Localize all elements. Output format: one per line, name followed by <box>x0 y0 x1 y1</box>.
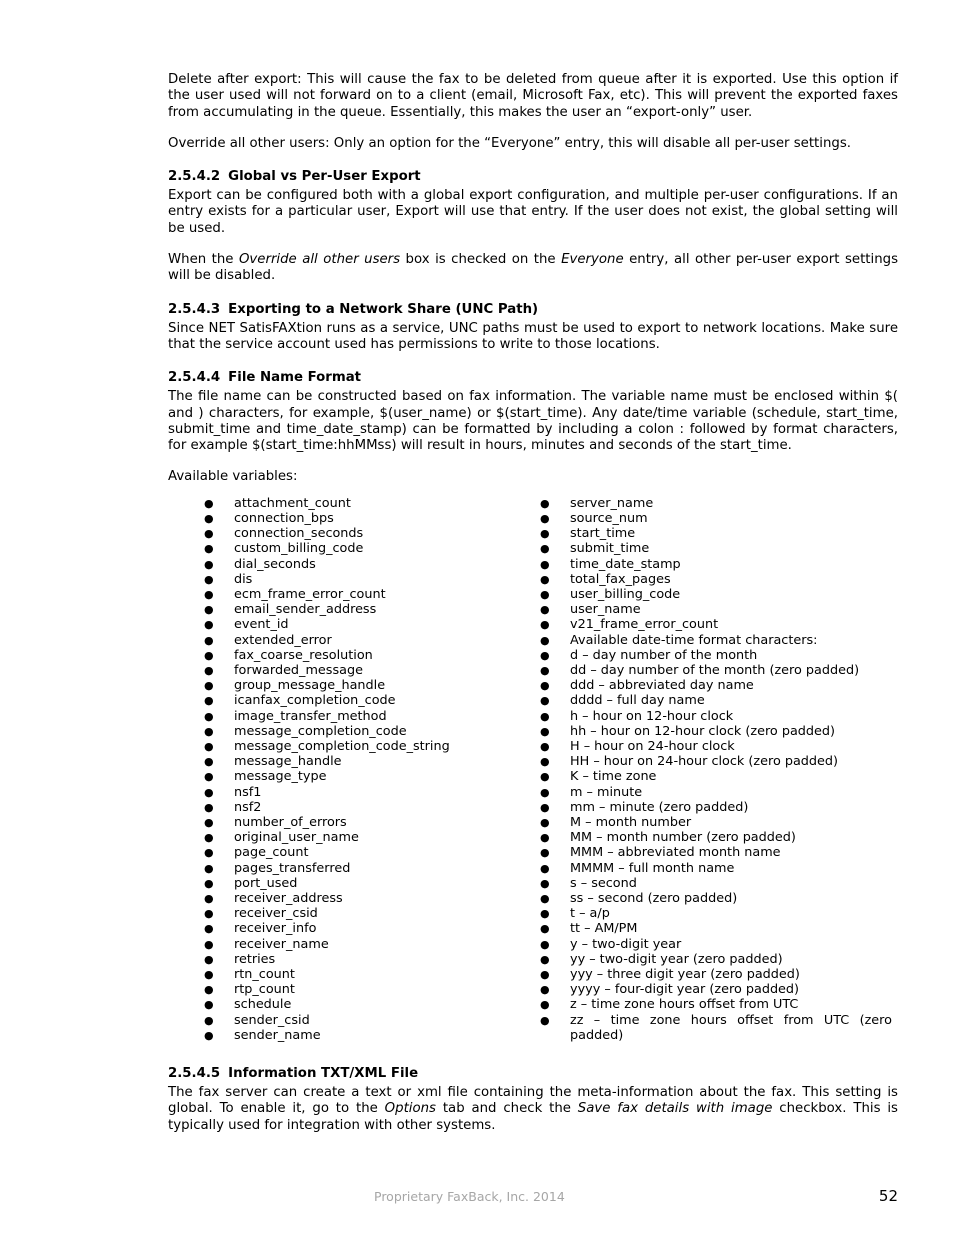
bullet-icon: ● <box>540 694 550 708</box>
bullet-icon: ● <box>540 785 550 799</box>
bullet-icon: ● <box>204 740 214 753</box>
variable-name: extended_error <box>234 632 332 648</box>
bullet-icon: ● <box>204 816 214 830</box>
bullet-icon: ● <box>204 937 214 951</box>
available-variables-label: Available variables: <box>168 469 298 485</box>
list-item <box>504 967 898 982</box>
list-item <box>168 861 504 876</box>
bullet-icon: ● <box>204 633 214 647</box>
variable-name: ss – second (zero padded) <box>570 891 738 907</box>
list-item <box>168 800 504 815</box>
variable-name: M – month number <box>570 815 692 831</box>
section-heading-global-vs-per-user <box>168 169 898 185</box>
list-item <box>168 724 504 739</box>
list-item <box>168 617 504 632</box>
bullet-icon: ● <box>204 587 214 601</box>
variable-name: receiver_csid <box>234 906 318 922</box>
list-item <box>504 739 898 754</box>
variable-name: dial_seconds <box>234 556 316 572</box>
override-all-users-paragraph: When the Override all other users box is checked on the Everyone entry, all other per-user export settings will be disabled. <box>168 252 898 284</box>
variable-name: m – minute <box>570 784 643 800</box>
list-item <box>504 785 898 800</box>
bullet-icon: ● <box>204 785 214 799</box>
bullet-icon: ● <box>540 968 550 982</box>
variable-name: message_handle <box>234 754 342 770</box>
list-item <box>168 557 504 572</box>
list-item <box>168 952 504 967</box>
bullet-icon: ● <box>204 618 214 632</box>
list-item <box>168 769 504 784</box>
variable-name: receiver_name <box>234 936 329 952</box>
bullet-icon: ● <box>204 831 214 845</box>
bullet-icon: ● <box>540 496 550 510</box>
list-item <box>504 572 898 587</box>
list-item <box>504 693 898 708</box>
bullet-icon: ● <box>204 557 214 571</box>
bullet-icon: ● <box>204 724 214 738</box>
list-item <box>504 541 898 556</box>
variable-name: server_name <box>570 495 654 511</box>
bullet-icon: ● <box>540 998 550 1012</box>
list-item <box>168 815 504 830</box>
bullet-icon: ● <box>540 892 550 906</box>
list-item <box>168 602 504 617</box>
list-item <box>504 891 898 906</box>
variable-name: port_used <box>234 875 298 891</box>
bullet-icon: ● <box>204 952 214 966</box>
list-item <box>504 587 898 602</box>
bullet-icon: ● <box>204 663 214 677</box>
variable-name: total_fax_pages <box>570 571 671 587</box>
variable-name: tt – AM/PM <box>570 921 638 937</box>
list-item <box>504 602 898 617</box>
list-item <box>504 678 898 693</box>
variable-name: start_time <box>570 526 636 542</box>
bullet-icon: ● <box>540 511 550 525</box>
variable-name: user_name <box>570 602 641 618</box>
section-title: Information TXT/XML File <box>228 1066 419 1082</box>
bullet-icon: ● <box>204 1013 214 1027</box>
bullet-icon: ● <box>540 983 550 997</box>
variable-name: original_user_name <box>234 830 359 846</box>
bullet-icon: ● <box>540 907 550 921</box>
bullet-icon: ● <box>204 983 214 997</box>
variable-name: t – a/p <box>570 906 610 922</box>
variable-name: group_message_handle <box>234 678 386 694</box>
list-item <box>168 663 504 678</box>
bullet-icon: ● <box>540 816 550 830</box>
variable-name: v21_frame_error_count <box>570 617 719 633</box>
list-item <box>168 511 504 526</box>
bullet-icon: ● <box>540 557 550 571</box>
section-number: 2.5.4.3 <box>168 301 221 317</box>
bullet-icon: ● <box>540 800 550 814</box>
list-item <box>504 557 898 572</box>
list-item <box>168 709 504 724</box>
variable-name: forwarded_message <box>234 662 363 678</box>
bullet-icon: ● <box>204 755 214 769</box>
variable-name: d – day number of the month <box>570 647 758 663</box>
bullet-icon: ● <box>540 861 550 875</box>
bullet-icon: ● <box>540 724 550 738</box>
list-item <box>504 648 898 663</box>
variable-name: receiver_info <box>234 921 317 937</box>
variable-name: message_type <box>234 769 327 785</box>
list-item <box>168 891 504 906</box>
variable-name: connection_bps <box>234 510 334 526</box>
variable-name: yyyy – four-digit year (zero padded) <box>570 982 800 998</box>
variable-name: email_sender_address <box>234 602 377 618</box>
bullet-icon: ● <box>540 740 550 753</box>
list-item <box>168 693 504 708</box>
list-item <box>504 921 898 936</box>
bullet-icon: ● <box>540 709 550 723</box>
bullet-icon: ● <box>540 952 550 966</box>
bullet-icon: ● <box>204 770 214 784</box>
bullet-icon: ● <box>204 527 214 541</box>
list-item <box>168 496 504 511</box>
variable-name: image_transfer_method <box>234 708 387 724</box>
variable-name: ecm_frame_error_count <box>234 586 386 602</box>
section-heading-network-share <box>168 302 898 318</box>
list-item <box>168 648 504 663</box>
bullet-icon: ● <box>204 800 214 814</box>
bullet-icon: ● <box>204 892 214 906</box>
bullet-icon: ● <box>204 968 214 982</box>
list-item <box>504 997 898 1012</box>
bullet-icon: ● <box>204 922 214 936</box>
list-item <box>504 952 898 967</box>
section-number: 2.5.4.5 <box>168 1066 221 1082</box>
bullet-icon: ● <box>204 572 214 586</box>
list-item <box>504 906 898 921</box>
bullet-icon: ● <box>204 603 214 617</box>
bullet-icon: ● <box>540 663 550 677</box>
variable-name: MMMM – full month name <box>570 860 735 876</box>
variable-name: number_of_errors <box>234 815 347 831</box>
variables-list-left <box>168 496 504 1043</box>
list-item <box>504 830 898 845</box>
list-item <box>504 496 898 511</box>
bullet-icon: ● <box>540 679 550 693</box>
variable-name: nsf2 <box>234 799 262 815</box>
variable-name: z – time zone hours offset from UTC <box>570 997 799 1013</box>
list-item <box>504 845 898 860</box>
list-item <box>504 511 898 526</box>
bullet-icon: ● <box>540 755 550 769</box>
variable-name: hh – hour on 12-hour clock (zero padded) <box>570 723 836 739</box>
list-item <box>168 876 504 891</box>
list-item <box>168 982 504 997</box>
variable-name: page_count <box>234 845 309 861</box>
bullet-icon: ● <box>204 876 214 890</box>
variable-name: rtn_count <box>234 967 295 983</box>
section-title: Exporting to a Network Share (UNC Path) <box>228 301 539 317</box>
variable-name: Available date-time format characters: <box>570 632 818 648</box>
variable-name: ddd – abbreviated day name <box>570 678 754 694</box>
variable-name: retries <box>234 951 276 967</box>
variable-name: s – second <box>570 875 637 891</box>
list-item <box>168 1013 504 1028</box>
list-item <box>168 785 504 800</box>
section-heading-info-file <box>168 1066 898 1082</box>
page-footer <box>0 1187 954 1207</box>
list-item <box>168 906 504 921</box>
variable-name: dddd – full day name <box>570 693 705 709</box>
section-title: File Name Format <box>228 370 362 386</box>
bullet-icon: ● <box>540 618 550 632</box>
list-item <box>504 815 898 830</box>
list-item <box>168 526 504 541</box>
bullet-icon: ● <box>540 846 550 860</box>
page-number: 52 <box>878 1187 898 1205</box>
bullet-icon: ● <box>540 633 550 647</box>
bullet-icon: ● <box>204 846 214 860</box>
file-name-format-paragraph: The file name can be constructed based on fax information. The variable name must be enclosed within $( and ) characters, for example, $(user_name) or $(start_time). Any date/time variable (schedule, start_time, submit_time and time_date_stamp) can be formatted by including a colon : followed by format characters, for example $(start_time:hhMMss) will result in hours, minutes and seconds of the start_time. <box>168 389 898 454</box>
footer-copyright: Proprietary FaxBack, Inc. 2014 <box>374 1189 565 1204</box>
list-item <box>504 754 898 769</box>
variable-name: HH – hour on 24-hour clock (zero padded) <box>570 754 839 770</box>
list-item <box>504 663 898 678</box>
variable-name: message_completion_code <box>234 723 407 739</box>
list-item <box>504 526 898 541</box>
variable-name: sender_name <box>234 1027 321 1043</box>
bullet-icon: ● <box>204 648 214 662</box>
override-users-paragraph: Override all other users: Only an option for the “Everyone” entry, this will disable all per-user settings. <box>168 135 851 151</box>
variable-name: K – time zone <box>570 769 657 785</box>
list-item <box>504 709 898 724</box>
bullet-icon: ● <box>540 572 550 586</box>
list-item <box>168 967 504 982</box>
variable-name: zz – time zone hours offset from UTC (zero padded) <box>570 1012 892 1043</box>
variable-name: mm – minute (zero padded) <box>570 799 749 815</box>
bullet-icon: ● <box>204 998 214 1012</box>
list-item <box>168 1028 504 1043</box>
variable-name: submit_time <box>570 541 650 557</box>
variable-name: time_date_stamp <box>570 556 681 572</box>
list-item <box>168 937 504 952</box>
list-item <box>168 739 504 754</box>
variable-name: dd – day number of the month (zero padded) <box>570 662 860 678</box>
variable-name: schedule <box>234 997 292 1013</box>
variable-name: source_num <box>570 510 648 526</box>
bullet-icon: ● <box>540 770 550 784</box>
section-heading-file-name-format <box>168 370 898 386</box>
variable-name: event_id <box>234 617 289 633</box>
variable-name: yyy – three digit year (zero padded) <box>570 967 800 983</box>
bullet-icon: ● <box>540 922 550 936</box>
variable-name: message_completion_code_string <box>234 739 450 754</box>
list-item <box>168 997 504 1012</box>
variable-name: H – hour on 24-hour clock <box>570 739 735 754</box>
variable-name: MM – month number (zero padded) <box>570 830 796 846</box>
variable-name: h – hour on 12-hour clock <box>570 708 734 724</box>
bullet-icon: ● <box>540 1013 550 1027</box>
variables-columns <box>168 496 898 1043</box>
variable-name: user_billing_code <box>570 586 681 602</box>
variable-name: attachment_count <box>234 495 351 511</box>
bullet-icon: ● <box>204 861 214 875</box>
section-number: 2.5.4.4 <box>168 370 221 386</box>
variable-name: rtp_count <box>234 982 295 998</box>
variable-name: pages_transferred <box>234 860 351 876</box>
list-item <box>504 861 898 876</box>
document-page <box>168 72 898 1134</box>
bullet-icon: ● <box>204 907 214 921</box>
list-item <box>168 572 504 587</box>
variable-name: sender_csid <box>234 1012 310 1028</box>
list-item <box>504 617 898 632</box>
variable-name: receiver_address <box>234 891 343 907</box>
global-export-paragraph: Export can be configured both with a global export configuration, and multiple per-user configurations. If an entry exists for a particular user, Export will use that entry. If the user does not exist, the global setting will be used. <box>168 188 898 236</box>
list-item <box>504 937 898 952</box>
list-item <box>168 678 504 693</box>
bullet-icon: ● <box>204 1028 214 1042</box>
list-item <box>504 1013 898 1043</box>
bullet-icon: ● <box>204 679 214 693</box>
delete-after-export-paragraph: Delete after export: This will cause the fax to be deleted from queue after it is exported. Use this option if the user used will not forward on to a client (email, Microsoft Fax, etc). This will prevent the exported faxes from accumulating in the queue. Essentially, this makes the user an “export-only” user. <box>168 72 898 120</box>
bullet-icon: ● <box>540 527 550 541</box>
variable-name: connection_seconds <box>234 526 364 542</box>
variable-name: dis <box>234 571 253 587</box>
list-item <box>168 541 504 556</box>
variable-name: nsf1 <box>234 784 262 800</box>
bullet-icon: ● <box>204 709 214 723</box>
list-item <box>168 845 504 860</box>
variables-list-right <box>504 496 898 1043</box>
list-item <box>504 800 898 815</box>
list-item <box>168 754 504 769</box>
bullet-icon: ● <box>540 648 550 662</box>
list-item <box>504 769 898 784</box>
unc-path-paragraph: Since NET SatisFAXtion runs as a service, UNC paths must be used to export to network locations. Make sure that the service account used has permissions to write to those locations. <box>168 320 898 352</box>
bullet-icon: ● <box>204 694 214 708</box>
bullet-icon: ● <box>540 542 550 556</box>
bullet-icon: ● <box>204 496 214 510</box>
variable-name: icanfax_completion_code <box>234 693 396 709</box>
bullet-icon: ● <box>204 542 214 556</box>
list-item <box>168 830 504 845</box>
list-item <box>504 876 898 891</box>
variable-name: y – two-digit year <box>570 936 682 952</box>
variable-name: MMM – abbreviated month name <box>570 845 781 861</box>
list-item <box>504 982 898 997</box>
bullet-icon: ● <box>540 603 550 617</box>
section-title: Global vs Per-User Export <box>228 169 421 185</box>
list-item <box>504 633 898 648</box>
bullet-icon: ● <box>540 876 550 890</box>
bullet-icon: ● <box>540 937 550 951</box>
bullet-icon: ● <box>540 587 550 601</box>
variable-name: fax_coarse_resolution <box>234 647 373 663</box>
list-item <box>168 587 504 602</box>
bullet-icon: ● <box>204 511 214 525</box>
bullet-icon: ● <box>540 831 550 845</box>
list-item <box>504 724 898 739</box>
list-item <box>168 921 504 936</box>
info-file-paragraph: The fax server can create a text or xml file containing the meta-information about the fax. This setting is global. To enable it, go to the Options tab and check the Save fax details with image checkbox. This is typically used for integration with other systems. <box>168 1085 898 1133</box>
variable-name: custom_billing_code <box>234 541 364 557</box>
variable-name: yy – two-digit year (zero padded) <box>570 951 783 967</box>
list-item <box>168 633 504 648</box>
section-number: 2.5.4.2 <box>168 169 221 185</box>
